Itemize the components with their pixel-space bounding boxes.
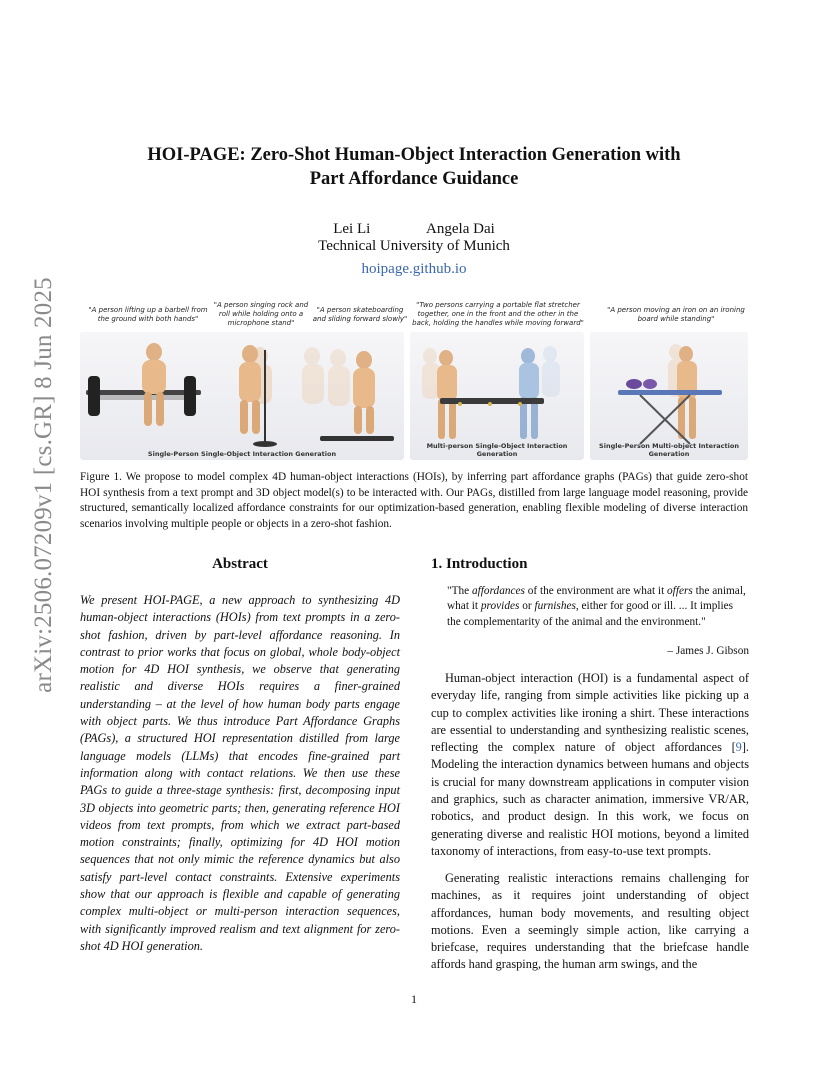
author-name: Lei Li: [333, 221, 371, 237]
author-name: Angela Dai: [426, 221, 495, 237]
author-list: [80, 221, 748, 238]
epigraph-attribution: – James J. Gibson: [667, 645, 749, 657]
citation-link[interactable]: 9: [735, 740, 742, 755]
abstract-heading: Abstract: [212, 556, 268, 572]
figure-panel-single-person-multi-object: [590, 332, 748, 460]
epigraph-emphasis: affordances: [472, 585, 525, 597]
figure-panel-multi-person-single-object: [410, 332, 584, 460]
epigraph-emphasis: offers: [667, 585, 693, 597]
figure-panel-3-illustration: [590, 332, 748, 460]
introduction-paragraph-2: Generating realistic interactions remains challenging for machines, as it requires joint understanding of object affordances, human body movements, and resulting object motions. Even a seemingly simple action, like carrying a briefcase, requires understanding that the briefcase handle affords hand grasping, the human arm swings, and the: [431, 871, 749, 972]
affiliation: Technical University of Munich: [318, 238, 510, 254]
paragraph-text: ]. Modeling the interaction dynamics between humans and objects is crucial for many downstream applications in computer vision and graphics, such as character animation, immersive VR/AR, robotics, and product design. In this work, we focus on generating diverse and realistic HOI motions, beyond a limited taxonomy of interactions, from easy-to-use text prompts.: [431, 740, 749, 858]
panel-caption: Multi-person Single-Object Interaction Generation: [426, 442, 568, 458]
epigraph-text: the animal, what it: [447, 585, 746, 613]
title-line-2: Part Affordance Guidance: [309, 169, 519, 189]
epigraph-text: of the environment are what it: [524, 585, 668, 597]
epigraph-emphasis: provides: [480, 600, 520, 613]
figure-prompt-5: "A person moving an iron on an ironing board while standing": [607, 306, 745, 323]
figure-panel-single-person-single-object: [80, 332, 404, 460]
epigraph-text: "The: [447, 585, 472, 597]
panel-caption: Single-Person Multi-object Interaction Generation: [599, 442, 739, 458]
epigraph-text: , either for good or ill. ... It implies the complementarity of the animal and the environment.": [447, 600, 734, 628]
figure-panel-1-illustration: [80, 332, 404, 460]
epigraph: [447, 584, 749, 630]
arxiv-stamp-text: arXiv:2506.07209v1 [cs.GR] 8 Jun 2025: [30, 277, 58, 693]
abstract-text: We present HOI-PAGE, a new approach to synthesizing 4D human-object interactions (HOIs) from text prompts in a zero-shot fashion, driven by part-level affordance reasoning. In contrast to prior works that focus on global, whole body-object motion for 4D HOI synthesis, we observe that generating realistic and diverse HOIs requires a finer-grained understanding – at the level of how human body parts engage with object parts. We thus introduce Part Affordance Graphs (PAGs), a structured HOI representation distilled from large language models (LLMs) that encodes fine-grained part information along with contact relations. We then use these PAGs to guide a three-stage synthesis: first, decomposing input 3D objects into geometric parts; then, generating reference HOI videos from text prompts, from which we extract part-based motion constraints; finally, optimizing for 4D HOI motion sequences that not only mimic the reference dynamics but also satisfy part-level contact constraints. Extensive experiments show that our approach is flexible and capable of generating complex multi-object or multi-person interaction sequences, with significantly improved realism and text alignment for zero-shot 4D HOI generation.: [80, 593, 400, 953]
figure-panel-2-illustration: [410, 332, 584, 460]
figure-prompt-3: "A person skateboarding and sliding forward slowly": [312, 306, 408, 323]
introduction-paragraph-1: [431, 670, 749, 860]
title-line-1: HOI-PAGE: Zero-Shot Human-Object Interaction Generation with: [147, 145, 681, 165]
introduction-heading: 1. Introduction: [431, 556, 528, 572]
figure-prompt-1: "A person lifting up a barbell from the ground with both hands": [88, 306, 208, 323]
figure-prompt-2: "A person singing rock and roll while holding onto a microphone stand": [213, 301, 309, 327]
figure-prompt-4: "Two persons carrying a portable flat stretcher together, one in the front and the other in the back, holding the handles while moving forward": [412, 301, 584, 327]
figure-caption: Figure 1. We propose to model complex 4D human-object interactions (HOIs), by inferring part affordance graphs (PAGs) that guide zero-shot HOI synthesis from a text prompt and 3D object model(s) to be interacted with. Our PAGs, distilled from large language model reasoning, provide structured, semantically localized affordance constraints for our optimization-based generation, enabling flexible modeling of diverse interaction scenarios involving multiple people or objects in a zero-shot fashion.: [80, 471, 748, 530]
paper-title: [80, 143, 748, 191]
paragraph-text: Human-object interaction (HOI) is a fundamental aspect of everyday life, ranging from simple activities like picking up a cup to complex activities like ironing a shirt. These interactions are essential to understanding and synthesizing realistic scenes, reflecting the complex nature of object affordances [: [431, 671, 749, 755]
project-link[interactable]: hoipage.github.io: [361, 261, 467, 277]
epigraph-emphasis: furnishes: [534, 600, 576, 613]
arxiv-stamp: [24, 277, 64, 693]
panel-caption: Single-Person Single-Object Interaction Generation: [147, 450, 337, 458]
page-number: 1: [411, 992, 417, 1006]
epigraph-text: or: [519, 600, 535, 613]
